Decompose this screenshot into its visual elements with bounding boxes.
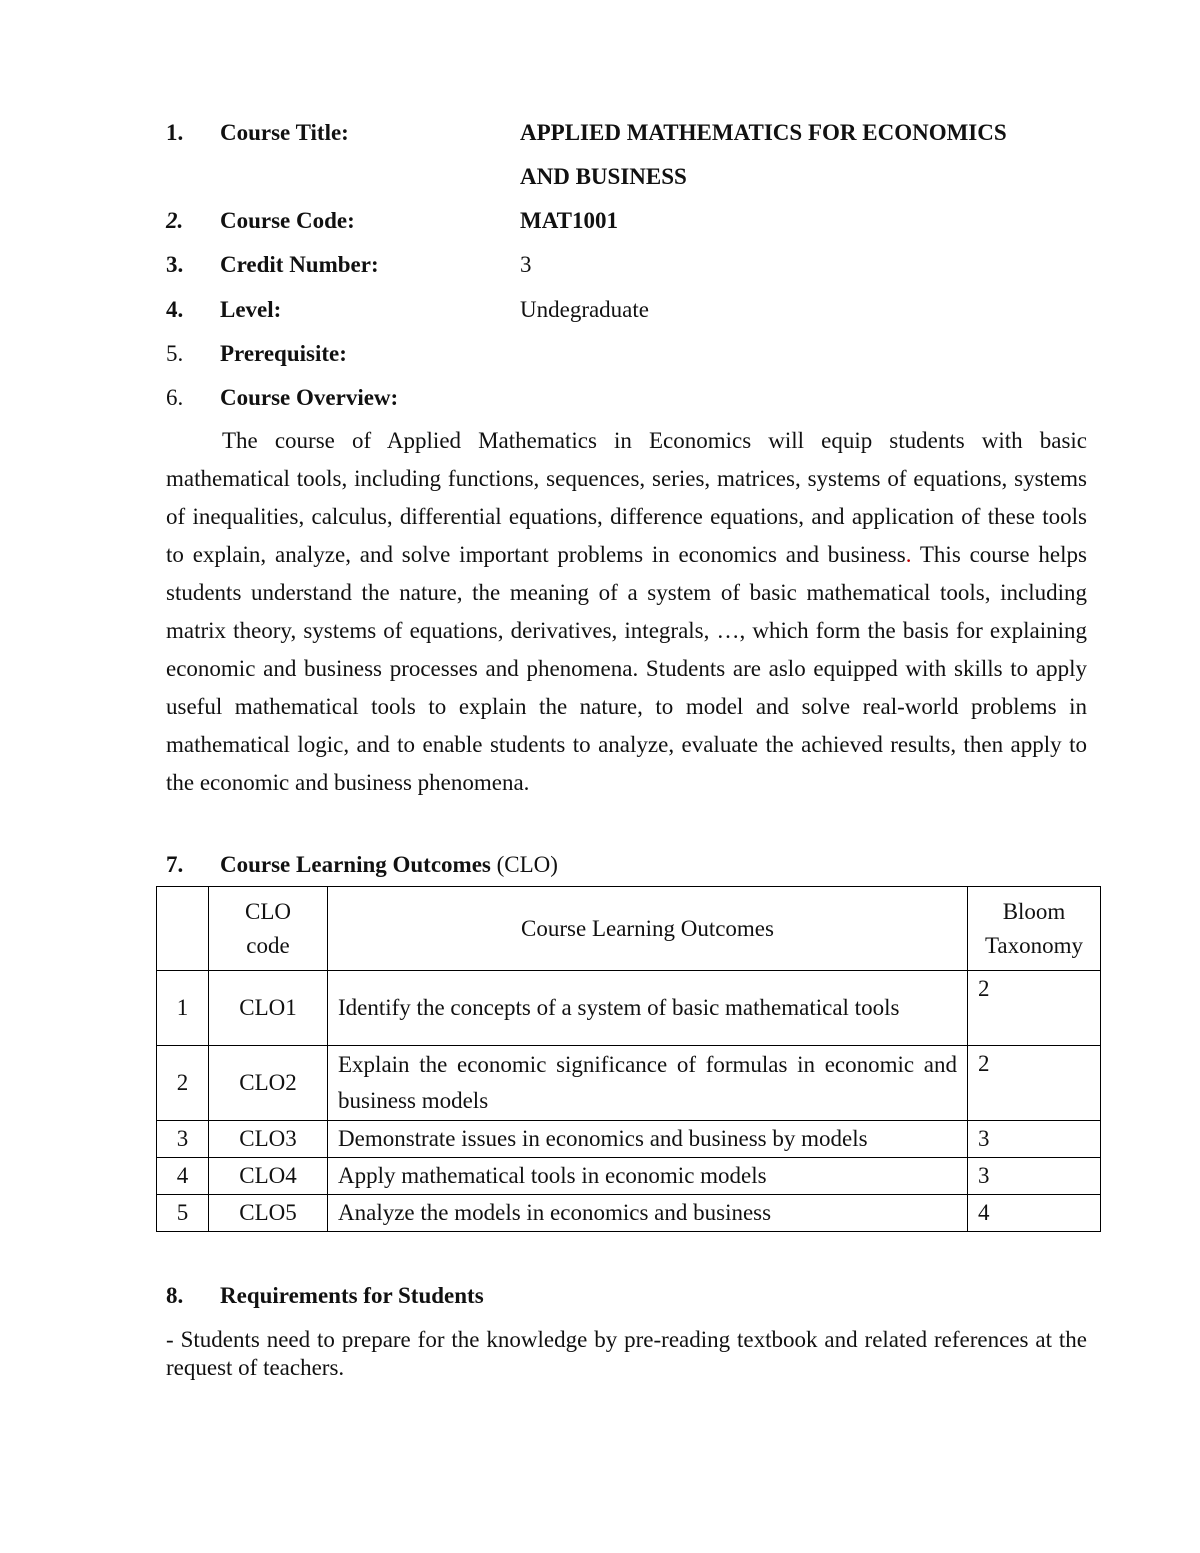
row-outcome: Analyze the models in economics and business (328, 1195, 968, 1232)
table-row (157, 1158, 1101, 1195)
item-number: 2. (166, 208, 184, 233)
row-bloom: 3 (968, 1158, 1101, 1195)
section-number: 8. (166, 1283, 184, 1308)
row-clo-code: CLO1 (209, 971, 328, 1046)
item-number: 3. (166, 252, 184, 277)
row-outcome: Explain the economic significance of formulas in economic and business models (328, 1046, 968, 1121)
row-bloom: 2 (968, 971, 1101, 1046)
table-row (157, 1195, 1101, 1232)
row-number: 4 (157, 1158, 209, 1195)
row-bloom: 3 (968, 1121, 1101, 1158)
item-label: Course Code: (220, 208, 355, 233)
row-outcome: Apply mathematical tools in economic models (328, 1158, 968, 1195)
item-label: Credit Number: (220, 252, 379, 277)
table-header-row (157, 887, 1101, 971)
section-title-text: Course Learning Outcomes (220, 852, 491, 877)
header-bloom-taxonomy: Bloom Taxonomy (968, 887, 1101, 971)
clo-table (156, 886, 1101, 1232)
header-clo-code: CLO code (209, 887, 328, 971)
row-clo-code: CLO3 (209, 1121, 328, 1158)
table-row (157, 971, 1101, 1046)
section-title-suffix: (CLO) (490, 852, 558, 877)
row-number: 1 (157, 971, 209, 1046)
course-overview-paragraph (166, 422, 1087, 802)
item-label: Course Title: (220, 120, 349, 145)
item-number: 5. (166, 341, 184, 366)
item-label: Prerequisite: (220, 341, 347, 366)
row-bloom: 2 (968, 1046, 1101, 1121)
section-title (220, 850, 558, 880)
row-number: 3 (157, 1121, 209, 1158)
level-value: Undegraduate (520, 297, 649, 322)
overview-text-part2: This course helps students understand the nature, the meaning of a system of basic mathematical tools, including matrix theory, systems of equations, derivatives, integrals, …, which form the basis for explaining economic and business processes and phenomena. Students are aslo equipped with skills to apply useful mathematical tools to explain the nature, to model and solve real-world problems in mathematical logic, and to enable students to analyze, evaluate the achieved results, then apply to the economic and business phenomena. (166, 542, 1087, 795)
row-clo-code: CLO5 (209, 1195, 328, 1232)
requirements-text: - Students need to prepare for the knowledge by pre-reading textbook and related references at the request of teachers. (166, 1327, 1087, 1380)
row-bloom: 4 (968, 1195, 1101, 1232)
row-outcome: Demonstrate issues in economics and business by models (328, 1121, 968, 1158)
overview-text-part1: The course of Applied Mathematics in Economics will equip students with basic mathematical tools, including functions, sequences, series, matrices, systems of equations, systems of inequalities, calculus, differential equations, difference equations, and application of these tools to explain, analyze, and solve important problems in economics and business (166, 428, 1087, 567)
item-label: Level: (220, 297, 282, 322)
table-row (157, 1121, 1101, 1158)
item-number: 6. (166, 385, 184, 410)
item-number: 1. (166, 120, 184, 145)
credit-number-value: 3 (520, 252, 532, 277)
section-title: Requirements for Students (220, 1283, 484, 1308)
course-code-value: MAT1001 (520, 208, 618, 233)
row-outcome: Identify the concepts of a system of basic mathematical tools (328, 971, 968, 1046)
course-title-value: APPLIED MATHEMATICS FOR ECONOMICS (520, 120, 1007, 145)
item-label: Course Overview: (220, 385, 399, 410)
item-number: 4. (166, 297, 184, 322)
row-number: 2 (157, 1046, 209, 1121)
row-clo-code: CLO4 (209, 1158, 328, 1195)
table-row (157, 1046, 1101, 1121)
header-course-learning-outcomes: Course Learning Outcomes (328, 887, 968, 971)
row-clo-code: CLO2 (209, 1046, 328, 1121)
header-number (157, 887, 209, 971)
row-number: 5 (157, 1195, 209, 1232)
course-title-value-line2: AND BUSINESS (520, 164, 687, 189)
overview-red-period: . (905, 542, 912, 567)
section-number: 7. (166, 852, 184, 877)
